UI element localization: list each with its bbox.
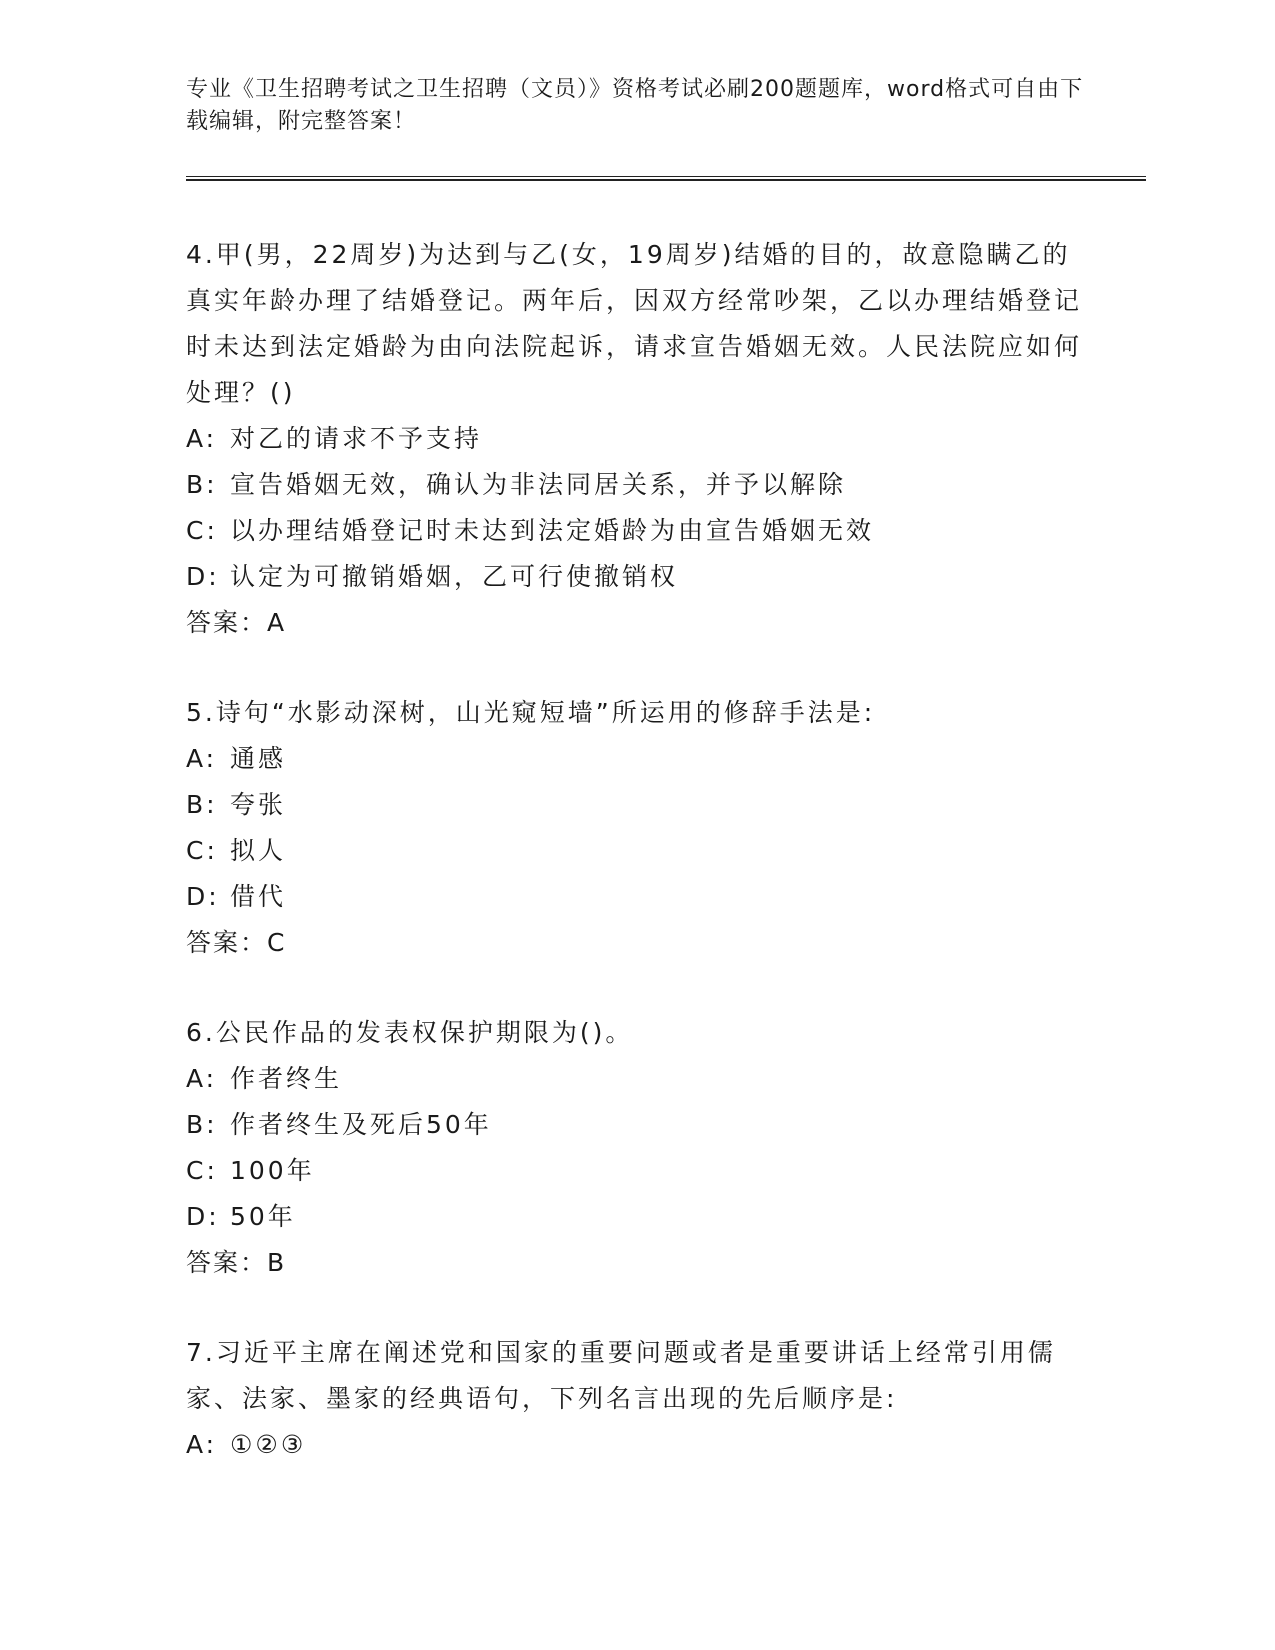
question-4 <box>186 232 1086 646</box>
option-letter: D: <box>186 882 220 911</box>
option-b <box>186 782 1086 828</box>
option-letter: A: <box>186 1430 218 1459</box>
option-b <box>186 462 1086 508</box>
question-list <box>186 232 1086 1512</box>
option-d <box>186 1194 1086 1240</box>
question-7 <box>186 1330 1086 1468</box>
option-text: 借代 <box>230 882 287 911</box>
header-divider <box>186 176 1146 181</box>
option-letter: C: <box>186 1156 218 1185</box>
option-text: 以办理结婚登记时未达到法定婚龄为由宣告婚姻无效 <box>230 516 875 545</box>
question-stem: 5.诗句“水影动深树，山光窥短墙”所运用的修辞手法是: <box>186 698 876 727</box>
question-stem: 7.习近平主席在阐述党和国家的重要问题或者是重要讲话上经常引用儒家、法家、墨家的经典语句，下列名言出现的先后顺序是: <box>186 1338 1056 1413</box>
option-letter: B: <box>186 1110 218 1139</box>
option-letter: B: <box>186 470 218 499</box>
answer-line: 答案：C <box>186 928 287 957</box>
option-text: 作者终生 <box>230 1064 343 1093</box>
question-5 <box>186 690 1086 966</box>
option-text: 100年 <box>230 1156 315 1185</box>
option-a <box>186 416 1086 462</box>
option-a <box>186 1056 1086 1102</box>
option-b <box>186 1102 1086 1148</box>
option-text: 通感 <box>230 744 287 773</box>
answer-line: 答案：B <box>186 1248 287 1277</box>
option-c <box>186 828 1086 874</box>
option-letter: A: <box>186 744 218 773</box>
option-letter: B: <box>186 790 218 819</box>
option-letter: C: <box>186 836 218 865</box>
option-text: 宣告婚姻无效，确认为非法同居关系，并予以解除 <box>230 470 847 499</box>
option-text: 拟人 <box>230 836 287 865</box>
option-d <box>186 874 1086 920</box>
option-letter: A: <box>186 1064 218 1093</box>
option-a <box>186 1422 1086 1468</box>
option-letter: C: <box>186 516 218 545</box>
option-text: ①②③ <box>230 1430 307 1459</box>
option-letter: A: <box>186 424 218 453</box>
question-stem: 4.甲(男，22周岁)为达到与乙(女，19周岁)结婚的目的，故意隐瞒乙的真实年龄办理了结婚登记。两年后，因双方经常吵架，乙以办理结婚登记时未达到法定婚龄为由向法院起诉，请求宣告婚姻无效。人民法院应如何处理？() <box>186 240 1083 407</box>
option-letter: D: <box>186 1202 220 1231</box>
option-text: 作者终生及死后50年 <box>230 1110 492 1139</box>
option-text: 认定为可撤销婚姻，乙可行使撤销权 <box>230 562 679 591</box>
document-header-title: 专业《卫生招聘考试之卫生招聘（文员）》资格考试必刷200题题库，word格式可自由下载编辑，附完整答案！ <box>186 77 1084 134</box>
option-letter: D: <box>186 562 220 591</box>
option-text: 50年 <box>230 1202 296 1231</box>
answer-line: 答案：A <box>186 608 287 637</box>
option-text: 夸张 <box>230 790 287 819</box>
option-a <box>186 736 1086 782</box>
option-d <box>186 554 1086 600</box>
option-c <box>186 508 1086 554</box>
option-c <box>186 1148 1086 1194</box>
question-6 <box>186 1010 1086 1286</box>
option-text: 对乙的请求不予支持 <box>230 424 483 453</box>
question-stem: 6.公民作品的发表权保护期限为()。 <box>186 1018 634 1047</box>
